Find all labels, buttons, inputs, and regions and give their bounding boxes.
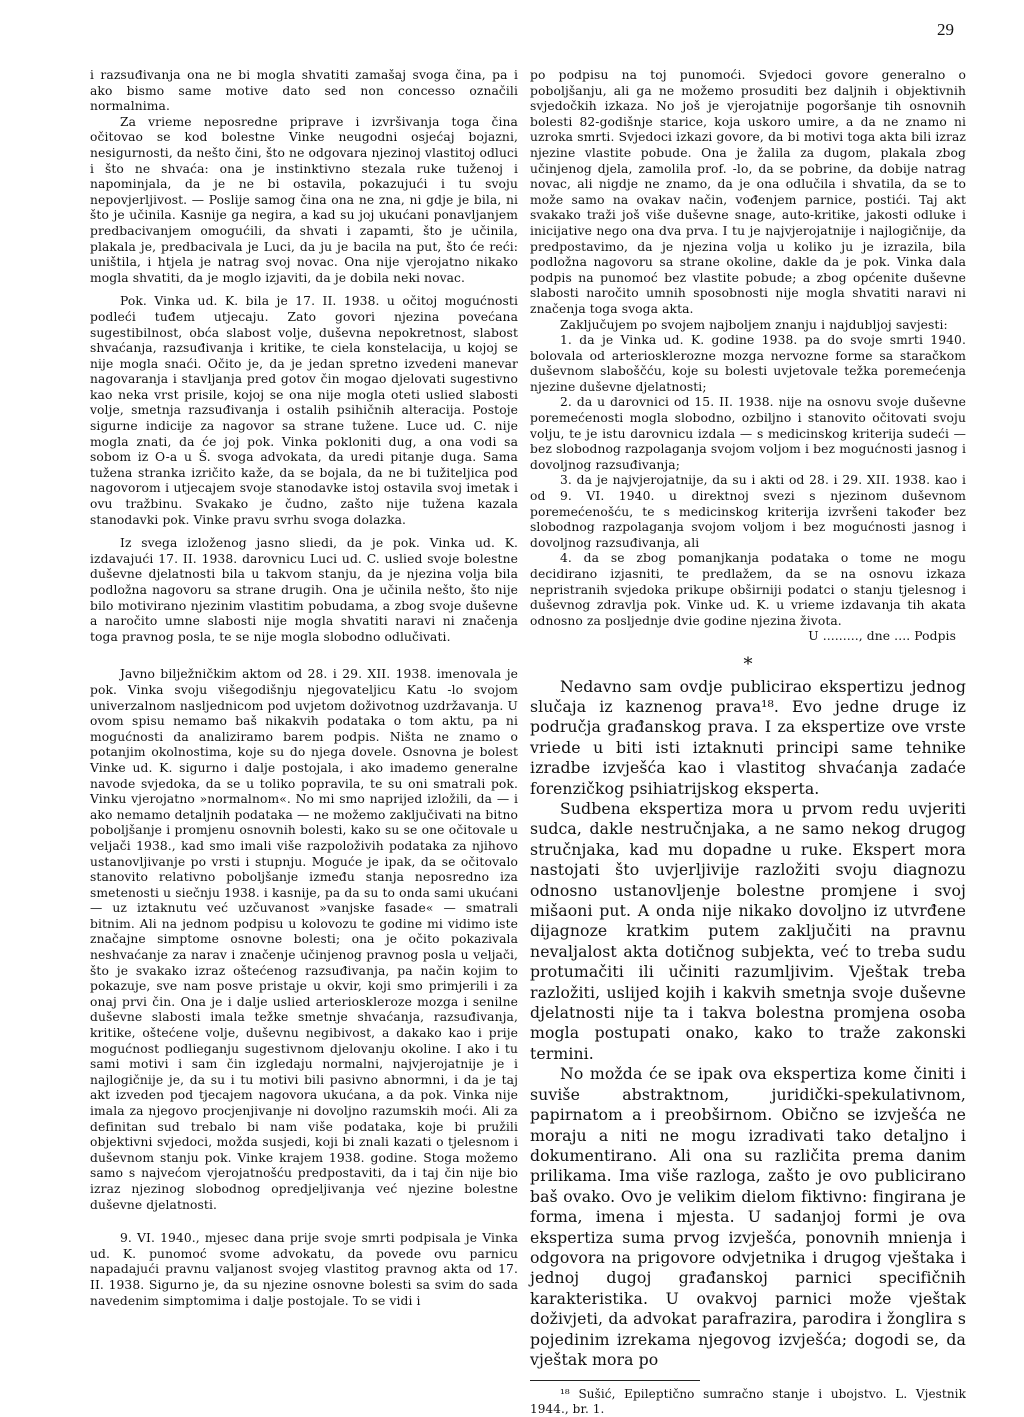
footnote-rule [530, 1380, 700, 1381]
left-column [90, 68, 518, 1309]
paragraph: i razsuđivanja ona ne bi mogla shvatiti zamašaj svoga čina, pa i ako bismo same motive dato sed non concesso označili normalnima. [90, 68, 518, 114]
footnote: ¹⁸ Sušić, Epileptično sumračno stanje i ubojstvo. L. Vjestnik 1944., br. 1. [530, 1387, 966, 1417]
commentary-paragraph: Nedavno sam ovdje publicirao ekspertizu jednog slučaja iz kaznenog prava¹⁸. Evo jedne druge iz područja građanskog prava. I za ekspertize ove vrste vriede u biti isti iztaknuti principi same tehnike izradbe izvješća kao i vlastitog shvaćanja zadaće forenzičkog psihiatrijskog eksperta. [530, 676, 966, 798]
section-separator: * [743, 653, 753, 675]
conclusion-item: 3. da je najvjerojatnije, da su i akti od 28. i 29. XII. 1938. kao i od 9. VI. 1940. u direktnoj svezi s njezinom duševnom poremećenošću, te s medicinskog kriterija izvršeni također bez slobodnog razpolaganja svojom voljom i bez mogućnosti jasnog i dovoljnog razsuđivanja, ali [530, 473, 966, 550]
conclusion-item: 4. da se zbog pomanjkanja podataka o tome ne mogu decidirano izjasniti, te predlažem, da se na osnovu izkaza nepristranih svjedoka prikupe obširniji podatci o stanju tjelesnog i duševnog zdravlja pok. Vinke ud. K. u vrieme izdavanja tih akata odnosno za posljednje dvie godine njezina života. [530, 551, 966, 628]
conclusion-item: 1. da je Vinka ud. K. godine 1938. pa do svoje smrti 1940. bolovala od arteriosklerozne mozga nervozne forme sa staračkom duševnom slaboščću, koje su bolesti uvjetovale težka poremećenja njezine duševne djelatnosti; [530, 333, 966, 394]
conclusion-item: 2. da u darovnici od 15. II. 1938. nije na osnovu svoje duševne poremećenosti mogla slobodno, ozbiljno i stanovito očitovati svoju volju, te je istu darovnicu izdala — s medicinskog kriterija sudeći — bez slobodnog razpolaganja svojom voljom i bez mogućnosti jasnog i dovoljnog razsuđivanja; [530, 395, 966, 472]
paragraph: Javno bilježničkim aktom od 28. i 29. XII. 1938. imenovala je pok. Vinka svoju višegodišnju njegovateljicu Katu -lo svojom univerzalnom nasljednicom pod uvjetom doživotnog uzdržavanja. U ovom spisu nemamo baš nikakvih podataka o tom aktu, pa ni mogućnosti da analiziramo barem podpis. Ništa ne znamo o potanjim okolnostima, koje su do njega dovele. Osnovna je bolest Vinke ud. K. sigurno i dalje postojala, i ako imademo generalne navode svjedoka, da se u toliko popravila, te su oni smatrali pok. Vinku vjerojatno »normalnom«. No mi smo naprijed izložili, da — i ako nemamo detaljnih podataka — ne možemo zaključivati na bitno poboljšanje i promjenu osnovnih bolesti, kako su se one očitovale u veljači 1938., kad smo imali više razpoloživih podataka za njihovo ustanovljivanje po vrsti i stupnju. Moguće je ipak, da se očitovalo stanovito relativno poboljšanje između stanja neposredno iza smetenosti u siečnju 1938. i kasnije, pa da su to onda sami ukućani — uz iztaknutu već uzčuvanost »vanjske fasade« — smatrali bitnim. Ali na jednom podpisu u kolovozu te godine mi vidimo iste značajne simptome osnovne bolesti; ona je očito pokazivala neshvaćanje za narav i značenje učinjenog pravnog posla u veljači, što je svakako izraz oštećenog razsuđivanja, pa način kojim to pokazuje, sve nam posve pristaje u okvir, koji smo primjerili i za onaj prvi čin. Ona je i dalje uslied arterioskleroze mozga i senilne duševne slabosti imala težke smetnje shvaćanja, razsuđivanja, kritike, oštećene volje, duševnu negibivost, a dakako kao i prije mogućnost podlieganju sugestivnom djelovanju okoline. I ako i tu sami motivi i sam čin izgledaju normalni, najvjerojatnije je i najlogičnije je, da su i tu motivi bili pasivno abnormni, i da je taj akt izveden pod tjecajem nagovora ukućana, a da pok. Vinka nije imala za njegovo procjenjivanje ni dovoljno razumskih moći. Ali za definitan sud trebalo bi nam više podataka, koje bi pružili objektivni svjedoci, možda susjedi, koji bi znali kazati o tjelesnom i duševnom stanju pok. Vinke krajem 1938. godine. Stoga možemo samo s najvećom vjerojatnošću predpostaviti, da i taj čin nije bio izraz njezinog slobodnog opredjeljivanja već njezine bolestne duševne djelatnosti. [90, 667, 518, 1212]
paragraph: Zaključujem po svojem najboljem znanju i najdubljoj savjesti: [560, 317, 948, 332]
paragraph: Iz svega izloženog jasno sliedi, da je pok. Vinka ud. K. izdavajući 17. II. 1938. darovnicu Luci ud. C. uslied svoje bolestne duševne djelatnosti bila u takvom stanju, da je njezina volja bila podložna nagovoru sa strane drugih. Ona je učinila nešto, što nije bilo motivirano njezinim vlastitim pobudama, a zbog svoje duševne a naročito umne slabosti nije mogla shvatiti naravi ni značenja toga pravnog posla, te se nije mogla slobodno odlučivati. [90, 536, 518, 644]
right-column [530, 68, 966, 1417]
commentary [530, 677, 966, 1371]
signature-line: U ........., dne .... Podpis [808, 629, 956, 644]
paragraph: Pok. Vinka ud. K. bila je 17. II. 1938. u očitoj mogućnosti podleći tuđem utjecaju. Zato govori njezina povećana sugestibilnost, obća slabost volje, duševna nepokretnost, slabost shvaćanja, razsuđivanja i kritike, te ciela konstelacija, u kojoj se nije mogla snaći. Očito je, da je jedan spretno izvedeni manevar nagovaranja i stavljanja pred gotov čin mogao djelovati sugestivno kao neka vrst prisile, kojoj se ona nije mogla oteti uslied slabosti volje, smetnja razsuđivanja i ostalih psihičnih alteracija. Postoje sigurne indicije za nagovor sa strane tužene. Luce ud. C. nije mogla znati, da će joj pok. Vinka pokloniti dug, a ona vodi sa sobom iz O-a u Š. svoga advokata, da uredi pitanje duga. Sama tužena stranka izričito kaže, da se bojala, da ne bi tužiteljica pod nagovorom i utjecajem svoje stanodavke istoj ostavila svoj imetak i ovu tražbinu. Svakako je čudno, zašto nije tužena kazala stanodavki pok. Vinke pravu svrhu svoga dolazka. [90, 294, 518, 527]
paragraph: Za vrieme neposredne priprave i izvršivanja toga čina očitovao se kod bolestne Vinke neugodni osjećaj bojazni, nesigurnosti, da nešto čini, što ne odgovara njezinoj vlastitoj odluci i što ne shvaća: ona je instinktivno stezala ruke tuženoj i napominjala, da je ne bi ostavila, pokazujući i tu svoju nepovjerljivost. — Poslije samog čina ona ne zna, ni gdje je bila, ni što je učinila. Kasnije ga negira, a kad su joj ukućani ponavljanjem predbacivanjem omogućili, da shvati i zapamti, što je učinila, plakala je, predbacivala je Luci, da ju je bacila na put, što će reći: uništila, i htjela je natrag svoj novac. Ona nije vjerojatno nikako mogla shvatiti, da je moglo izjaviti, da je dobila neki novac. [90, 114, 518, 285]
paragraph: po podpisu na toj punomoći. Svjedoci govore generalno o poboljšanju, ali ga ne možemo prosuditi bez daljnih i objektivnih svjedočkih izkaza. No još je vjerojatnije pogoršanje tih osnovnih bolesti 82-godišnje starice, koja uskoro umire, a da ne znamo ni uzroka smrti. Svjedoci izkazi govore, da bi motivi toga akta bili izraz njezine vlastite pobude. Ona je žalila za dugom, plakala zbog učinjenog djela, zamolila prof. -lo, da se pobrine, da dobije natrag novac, ali nigdje ne znamo, da je ona odlučila i shvatila, da se to može samo na ovakav način, vođenjem parnice, postići. Taj akt svakako traži još više duševne snage, auto-kritike, jakosti odluke i inicijative nego ona dva prva. I tu je najvjerojatnije i najlogičnije, da predpostavimo, da je njezina volja u koliko ju je izrazila, bila podložna nagovoru sa strane okoline, dakle da je pok. Vinka dala podpis na punomoć bez vlastite pobude; a zbog općenite duševne slabosti naročito umnih sposobnosti nije mogla shvatiti naravi ni značenja toga svoga akta. [530, 68, 966, 316]
paragraph: 9. VI. 1940., mjesec dana prije svoje smrti podpisala je Vinka ud. K. punomoć svome advokatu, da povede ovu parnicu napadajući pravnu valjanost svojeg vlastitog pravnog akta od 17. II. 1938. Sigurno je, da su njezine osnovne bolesti sa svim do sada navedenim simptomima i dalje postojale. To se vidi i [90, 1231, 518, 1308]
commentary-paragraph: No možda će se ipak ova ekspertiza kome činiti i suviše abstraktnom, juridički-spekulativnom, papirnatom a i preobširnom. Obično se izvješća ne moraju a niti ne mogu izradivati tako detaljno i dokumentirano. Ali ona su različita prema danim prilikama. Ima više razloga, zašto je ovo publicirano baš ovako. Ovo je velikim dielom fiktivno: fingirana je forma, imena i mjesta. U sadanjoj formi je ova ekspertiza suma prvog izvješća, ponovnih mnienja i odgovora na prigovore odvjetnika i drugog vještaka i jednoj dugoj građanskoj parnici specifičnih karakteristika. U ovakvoj parnici može vještak doživjeti, da advokat parafrazira, parodira i žonglira s pojedinim izrekama njegovog izvješća; dogodi se, da vještak mora po [530, 1064, 966, 1369]
commentary-paragraph: Sudbena ekspertiza mora u prvom redu uvjeriti sudca, dakle nestručnjaka, a ne samo nekog drugog stručnjaka, kad mu dopadne u ruke. Ekspert mora nastojati što uvjerljivije razložiti svoju diagnozu odnosno ustanovljenje bolestne promjene i svoj mišaoni put. A onda nije nikako dovoljno iz utvrđene dijagnoze kratkim putem zaključiti na pravnu nevaljalost akta dotičnog subjekta, već to treba sudu protumačiti ili učiniti razumljivim. Vještak treba razložiti, uslijed kojih i kakvih smetnja svoje duševne djelatnosti nije ta i takva bolestna promjena osoba mogla postupati onako, kako to traže zakonski termini. [530, 799, 966, 1063]
page-number: 29 [937, 20, 954, 39]
